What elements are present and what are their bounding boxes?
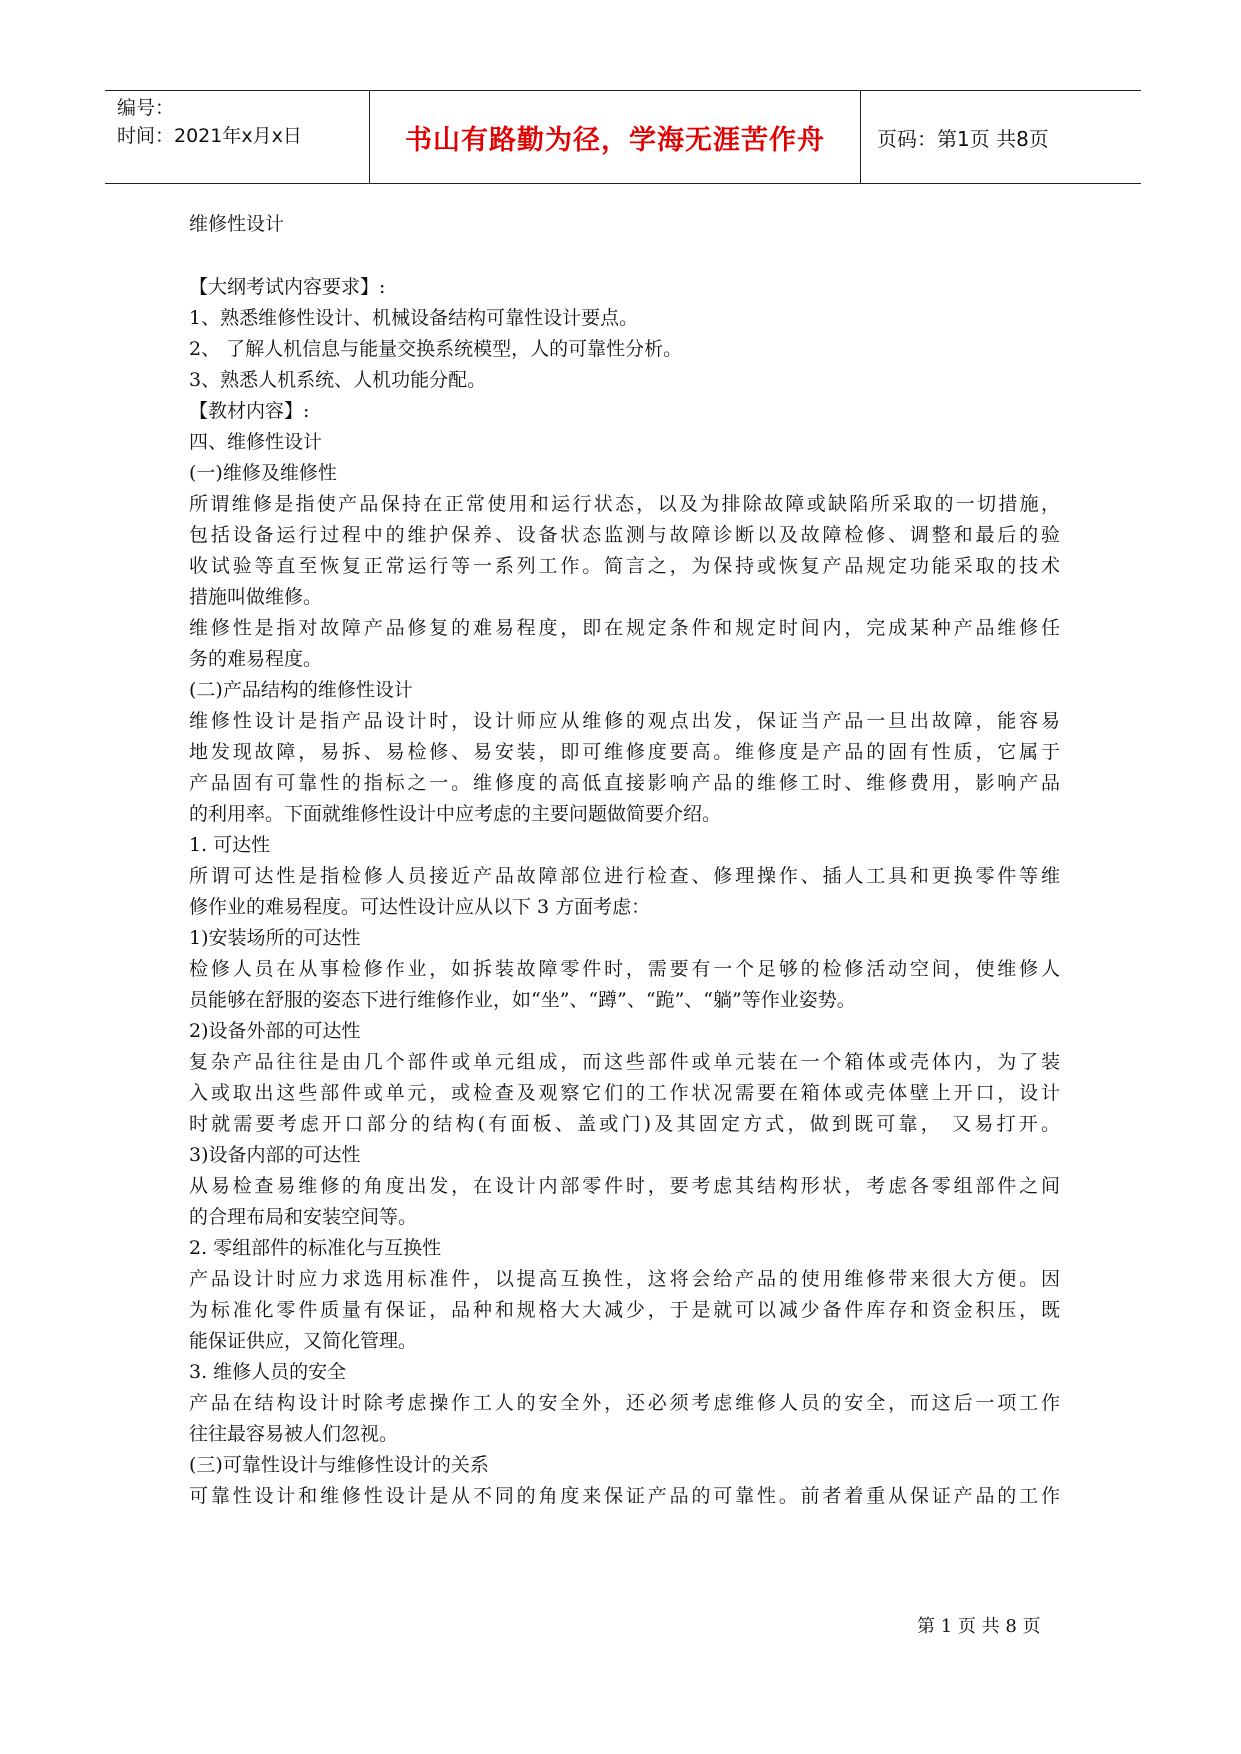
text-line: 所谓可达性是指检修人员接近产品故障部位进行检查、修理操作、插人工具和更换零件等维 [189,865,1060,887]
text-line: 维修性是指对故障产品修复的难易程度，即在规定条件和规定时间内，完成某种产品维修任 [189,617,1060,639]
text-line: 产品在结构设计时除考虑操作工人的安全外，还必须考虑维修人员的安全，而这后一项工作 [189,1392,1060,1414]
text-line: (二)产品结构的维修性设计 [189,679,413,701]
text-line: 1. 可达性 [189,834,271,856]
date-label: 时间：2021年x月x日 [117,125,302,147]
text-line: 入或取出这些部件或单元，或检查及观察它们的工作状况需要在箱体或壳体壁上开口，设计 [189,1082,1060,1104]
text-line: 【大纲考试内容要求】: [189,276,386,298]
header-motto-cell [369,91,861,183]
text-line: 能保证供应，又简化管理。 [189,1330,418,1352]
text-line: 维修性设计 [189,213,285,235]
text-line: 2)设备外部的可达性 [189,1020,361,1042]
text-line: 检修人员在从事检修作业，如拆装故障零件时，需要有一个足够的检修活动空间，使维修人 [189,958,1060,980]
text-line: 从易检查易维修的角度出发，在设计内部零件时，要考虑其结构形状，考虑各零组部件之间 [189,1175,1060,1197]
text-line: 措施叫做维修。 [189,586,323,608]
text-line: 【教材内容】: [189,400,310,422]
text-line: (三)可靠性设计与维修性设计的关系 [189,1454,489,1476]
text-line: 修作业的难易程度。可达性设计应从以下 3 方面考虑： [189,896,651,918]
text-line: 3、熟悉人机系统、人机功能分配。 [189,369,487,391]
serial-number-label: 编号： [117,97,175,119]
document-body [189,209,1060,1512]
text-line: 复杂产品往往是由几个部件或单元组成，而这些部件或单元装在一个箱体或壳体内，为了装 [189,1051,1060,1073]
text-line: 所谓维修是指使产品保持在正常使用和运行状态，以及为排除故障或缺陷所采取的一切措施， [189,493,1060,515]
text-line: (一)维修及维修性 [189,462,337,484]
text-line: 3)设备内部的可达性 [189,1144,361,1166]
text-line: 2、 了解人机信息与能量交换系统模型，人的可靠性分析。 [189,338,683,360]
text-line: 维修性设计是指产品设计时，设计师应从维修的观点出发，保证当产品一旦出故障，能容易 [189,710,1060,732]
text-line: 可靠性设计和维修性设计是从不同的角度来保证产品的可靠性。前者着重从保证产品的工作 [189,1485,1060,1507]
text-line: 为标准化零件质量有保证，品种和规格大大减少，于是就可以减少备件库存和资金积压，既 [189,1299,1060,1321]
page-code: 页码：第1页 共8页 [877,126,1049,151]
header-left-cell [105,91,369,183]
text-line: 的利用率。下面就维修性设计中应考虑的主要问题做简要介绍。 [189,803,722,825]
text-line: 产品固有可靠性的指标之一。维修度的高低直接影响产品的维修工时、维修费用，影响产品 [189,772,1060,794]
text-line: 包括设备运行过程中的维护保养、设备状态监测与故障诊断以及故障检修、调整和最后的验 [189,524,1060,546]
text-line: 员能够在舒服的姿态下进行维修作业，如“坐”、“蹲”、“跪”、“躺”等作业姿势。 [189,989,856,1011]
text-line: 的合理布局和安装空间等。 [189,1206,418,1228]
blank-line [189,240,1060,272]
motto-text: 书山有路勤为径，学海无涯苦作舟 [405,124,825,156]
text-line: 务的难易程度。 [189,648,323,670]
text-line: 2. 零组部件的标准化与互换性 [189,1237,442,1259]
text-line: 1)安装场所的可达性 [189,927,361,949]
page-footer: 第 1 页 共 8 页 [917,1616,1041,1637]
text-line: 往往最容易被人们忽视。 [189,1423,399,1445]
text-line: 时就需要考虑开口部分的结构(有面板、盖或门)及其固定方式，做到既可靠， 又易打开。 [189,1113,1060,1135]
header-right-cell [861,91,1141,183]
text-line: 四、维修性设计 [189,431,323,453]
text-line: 地发现故障，易拆、易检修、易安装，即可维修度要高。维修度是产品的固有性质，它属于 [189,741,1060,763]
document-header [105,90,1141,184]
text-line: 3. 维修人员的安全 [189,1361,347,1383]
text-line: 收试验等直至恢复正常运行等一系列工作。简言之，为保持或恢复产品规定功能采取的技术 [189,555,1060,577]
text-line: 产品设计时应力求选用标准件，以提高互换性，这将会给产品的使用维修带来很大方便。因 [189,1268,1060,1290]
text-line: 1、熟悉维修性设计、机械设备结构可靠性设计要点。 [189,307,639,329]
